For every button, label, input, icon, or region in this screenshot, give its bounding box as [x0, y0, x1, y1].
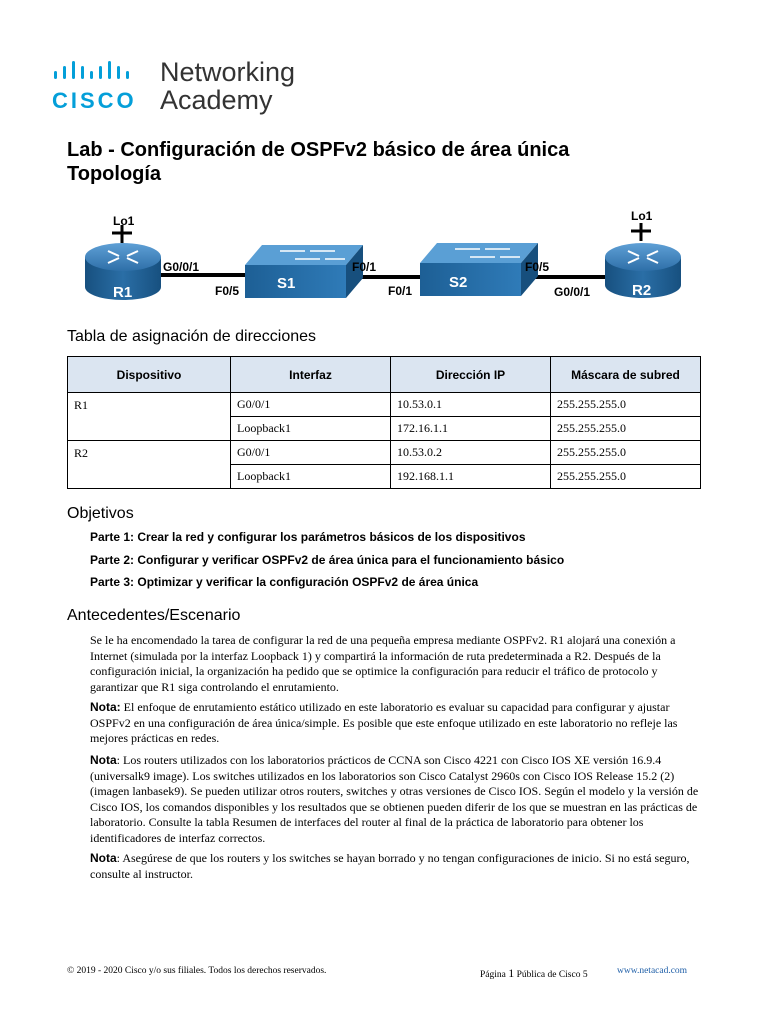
ip-cell: 192.168.1.1 [391, 465, 551, 489]
interface-cell: Loopback1 [231, 417, 391, 441]
s1-label: S1 [277, 275, 296, 292]
table-header-cell: Dispositivo [68, 357, 231, 393]
table-row [68, 393, 701, 417]
mask-cell: 255.255.255.0 [551, 465, 701, 489]
note-label: Nota [90, 753, 117, 767]
r2-lo-label: Lo1 [631, 209, 653, 223]
note-label: Nota: [90, 700, 121, 714]
note-text: : Los routers utilizados con los laboratorios prácticos de CCNA son Cisco 4221 con Cisco IOS XE versión 16.9.4 (universalk9 image). Los switches utilizados en los laboratorios son Cisco Catalyst 2960s con Cisco IOS Release 15.2 (2) (imagen lanbasek9). Se pueden utilizar otros routers, switches y otras versiones de Cisco IOS. Según el modelo y la versión de Cisco IOS, los comandos disponibles y los resultados que se obtienen pueden diferir de los que se muestran en las prácticas de laboratorio. Consulte la tabla Resumen de interfaces del router al final de la práctica de laboratorio para obtener los identificadores de interfaz correctos. [90, 753, 699, 845]
note-paragraph [90, 753, 700, 846]
cisco-wordmark: CISCO [52, 88, 137, 113]
r1-label: R1 [113, 284, 133, 301]
mask-cell: 255.255.255.0 [551, 393, 701, 417]
background-heading: Antecedentes/Escenario [67, 607, 241, 624]
table-header-cell: Interfaz [231, 357, 391, 393]
netacad-link[interactable]: www.netacad.com [617, 966, 688, 976]
topology-heading: Topología [67, 163, 162, 185]
ip-cell: 172.16.1.1 [391, 417, 551, 441]
footer-page-prefix: Página [480, 970, 509, 980]
footer-url[interactable] [617, 966, 687, 976]
device-cell: R2 [68, 441, 231, 489]
address-table-heading: Tabla de asignación de direcciones [67, 328, 317, 345]
logo-academy: Academy [160, 85, 273, 115]
note-paragraph [90, 851, 700, 882]
s2-switch-icon [420, 243, 538, 296]
note-label: Nota [90, 851, 117, 865]
objectives-heading: Objetivos [67, 505, 134, 522]
mask-cell: 255.255.255.0 [551, 441, 701, 465]
s2-iface-right-label: F0/5 [525, 260, 550, 274]
r1-iface-label: G0/0/1 [163, 260, 200, 274]
cisco-bars-icon [52, 60, 142, 84]
ip-cell: 10.53.0.1 [391, 393, 551, 417]
interface-cell: Loopback1 [231, 465, 391, 489]
note-text: El enfoque de enrutamiento estático utilizado en este laboratorio es evaluar su capacidad para configurar y ajustar OSPFv2 en una configuración de área única/simple. Es posible que este enfoque utilizado en este laboratorio no refleje las mejores prácticas en redes. [90, 700, 678, 745]
footer-page-info [480, 966, 588, 981]
table-header-row [68, 357, 701, 393]
topology-diagram [75, 205, 700, 313]
background-paragraph: Se le ha encomendado la tarea de configurar la red de una pequeña empresa mediante OSPFv2. R1 alojará una conexión a Internet (simulada por la interfaz Loopback 1) y compartirá la información de ruta predeterminada a R2. Después de la configuración inicial, la organización ha pedido que se optimice la configuración para reducir el tráfico de protocolo y garantizar que R1 siga controlando el enrutamiento. [90, 633, 676, 694]
address-table [67, 356, 701, 489]
objective-item: Parte 2: Configurar y verificar OSPFv2 de área única para el funcionamiento básico [90, 553, 565, 567]
logo-networking: Networking [160, 57, 296, 87]
s1-switch-icon [245, 245, 363, 298]
device-cell: R1 [68, 393, 231, 441]
s1-iface-right-label: F0/1 [352, 260, 377, 274]
table-row [68, 441, 701, 465]
footer-copyright: © 2019 - 2020 Cisco y/o sus filiales. Todos los derechos reservados. [67, 966, 327, 976]
note-text: : Asegúrese de que los routers y los switches se hayan borrado y no tengan configuraciones de inicio. Si no está seguro, consulte al instructor. [90, 851, 690, 881]
document-title: Lab - Configuración de OSPFv2 básico de área única [67, 139, 570, 161]
table-header-cell: Máscara de subred [551, 357, 701, 393]
footer-page-suffix: Pública de Cisco 5 [514, 970, 588, 980]
table-header-cell: Dirección IP [391, 357, 551, 393]
interface-cell: G0/0/1 [231, 441, 391, 465]
mask-cell: 255.255.255.0 [551, 417, 701, 441]
objective-item: Parte 3: Optimizar y verificar la configuración OSPFv2 de área única [90, 575, 479, 589]
r2-iface-label: G0/0/1 [554, 285, 591, 299]
cisco-networking-academy-logo [52, 58, 302, 118]
s2-label: S2 [449, 274, 468, 291]
ip-cell: 10.53.0.2 [391, 441, 551, 465]
interface-cell: G0/0/1 [231, 393, 391, 417]
note-paragraph [90, 700, 700, 747]
s1-iface-left-label: F0/5 [215, 284, 240, 298]
s2-iface-left-label: F0/1 [388, 284, 413, 298]
footer-page-number: 1 [508, 966, 515, 980]
r2-label: R2 [632, 282, 652, 299]
objective-item: Parte 1: Crear la red y configurar los parámetros básicos de los dispositivos [90, 530, 526, 544]
r2-loopback-icon [631, 223, 651, 241]
r1-lo-label: Lo1 [113, 214, 135, 228]
